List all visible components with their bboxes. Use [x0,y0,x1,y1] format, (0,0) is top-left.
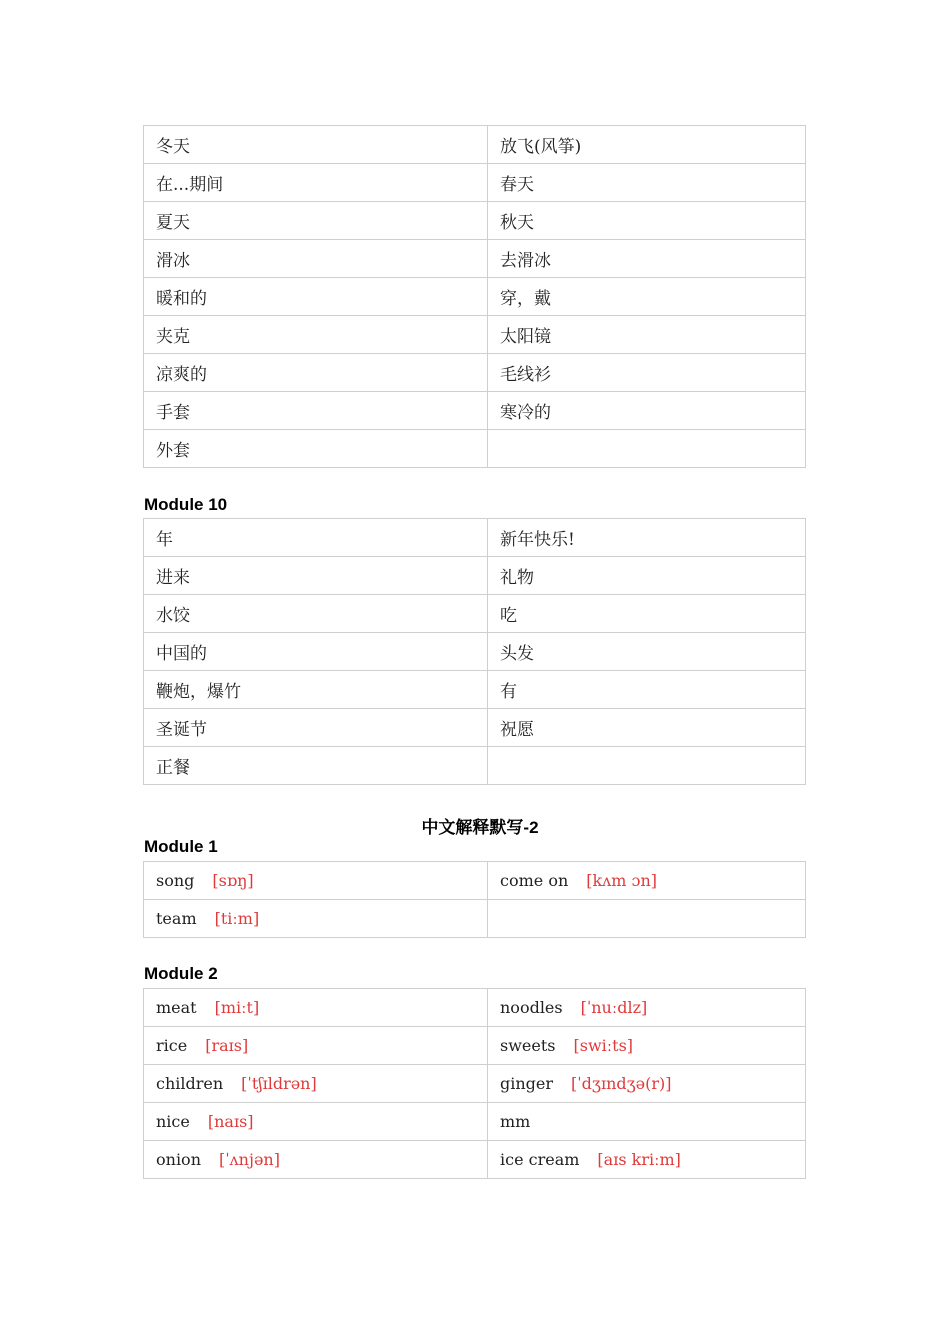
table-cell: 夹克 [144,316,488,354]
table-row [144,709,806,747]
table-cell [144,1027,488,1065]
vocab-table-winter [143,125,806,468]
table-row [144,202,806,240]
phonetic-transcription: [ˈdʒɪndʒə(r)] [571,1073,672,1093]
table-row [144,240,806,278]
table-row [144,595,806,633]
table-cell [488,1103,806,1141]
english-word: sweets [500,1035,556,1055]
table-cell: 鞭炮，爆竹 [144,671,488,709]
table-row [144,316,806,354]
table-cell: 正餐 [144,747,488,785]
phonetic-transcription: [sɒŋ] [212,870,254,890]
english-word: nice [156,1111,190,1131]
phonetic-transcription: [miːt] [214,997,260,1017]
table-row [144,1103,806,1141]
table-cell [488,862,806,900]
english-word: ginger [500,1073,554,1093]
table-cell: 穿，戴 [488,278,806,316]
table-row [144,747,806,785]
table-cell [144,989,488,1027]
table-cell: 外套 [144,430,488,468]
table-cell [488,1027,806,1065]
table-cell: 毛线衫 [488,354,806,392]
table-cell [488,1141,806,1179]
table-cell [144,1103,488,1141]
english-word: ice cream [500,1149,580,1169]
table-cell: 年 [144,519,488,557]
table-cell: 春天 [488,164,806,202]
phonetic-transcription: [tiːm] [214,908,260,928]
table-row [144,354,806,392]
table-cell: 新年快乐! [488,519,806,557]
table-cell: 暖和的 [144,278,488,316]
vocab-table-module-1 [143,861,806,938]
table-cell: 手套 [144,392,488,430]
table-row [144,519,806,557]
table-row [144,430,806,468]
table-row [144,1141,806,1179]
english-word: noodles [500,997,563,1017]
table-row [144,557,806,595]
table-cell: 放飞(风筝) [488,126,806,164]
module-10-heading: Module 10 [144,495,228,514]
table-cell [144,862,488,900]
table-cell: 去滑冰 [488,240,806,278]
table-cell: 滑冰 [144,240,488,278]
phonetic-transcription: [ˈʌnjən] [219,1149,280,1169]
table-cell: 礼物 [488,557,806,595]
vocab-table-module-10 [143,518,806,785]
phonetic-transcription: [naɪs] [207,1111,254,1131]
english-word: mm [500,1111,531,1131]
table-cell: 有 [488,671,806,709]
table-row [144,671,806,709]
table-cell: 太阳镜 [488,316,806,354]
phonetic-transcription: [aɪs kriːm] [597,1149,681,1169]
table-cell [488,900,806,938]
phonetic-transcription: [raɪs] [205,1035,249,1055]
table-row [144,1027,806,1065]
english-word: team [156,908,197,928]
table-cell: 凉爽的 [144,354,488,392]
phonetic-transcription: [kʌm ɔn] [586,870,658,890]
table-cell: 水饺 [144,595,488,633]
table-cell [488,1065,806,1103]
vocab-table-module-2 [143,988,806,1179]
table-row [144,278,806,316]
table-cell [488,747,806,785]
table-row [144,989,806,1027]
table-cell: 吃 [488,595,806,633]
table-cell [488,989,806,1027]
table-cell [144,1141,488,1179]
english-word: come on [500,870,569,890]
module-2-heading: Module 2 [144,964,218,983]
table-cell: 夏天 [144,202,488,240]
table-cell [488,430,806,468]
section-title: 中文解释默写-2 [421,818,539,837]
table-cell: 冬天 [144,126,488,164]
table-cell: 寒冷的 [488,392,806,430]
phonetic-transcription: [ˈtʃɪldrən] [241,1073,317,1093]
table-row [144,164,806,202]
english-word: onion [156,1149,201,1169]
table-row [144,126,806,164]
table-cell: 圣诞节 [144,709,488,747]
table-cell: 进来 [144,557,488,595]
english-word: children [156,1073,224,1093]
table-cell: 头发 [488,633,806,671]
table-cell: 秋天 [488,202,806,240]
english-word: meat [156,997,197,1017]
phonetic-transcription: [ˈnuːdlz] [580,997,648,1017]
table-cell: 中国的 [144,633,488,671]
phonetic-transcription: [swiːts] [573,1035,634,1055]
table-cell: 在...期间 [144,164,488,202]
module-1-heading: Module 1 [144,837,218,856]
english-word: song [156,870,195,890]
table-row [144,862,806,900]
table-row [144,392,806,430]
table-cell: 祝愿 [488,709,806,747]
table-cell [144,900,488,938]
table-cell [144,1065,488,1103]
table-row [144,633,806,671]
english-word: rice [156,1035,188,1055]
table-row [144,900,806,938]
table-row [144,1065,806,1103]
